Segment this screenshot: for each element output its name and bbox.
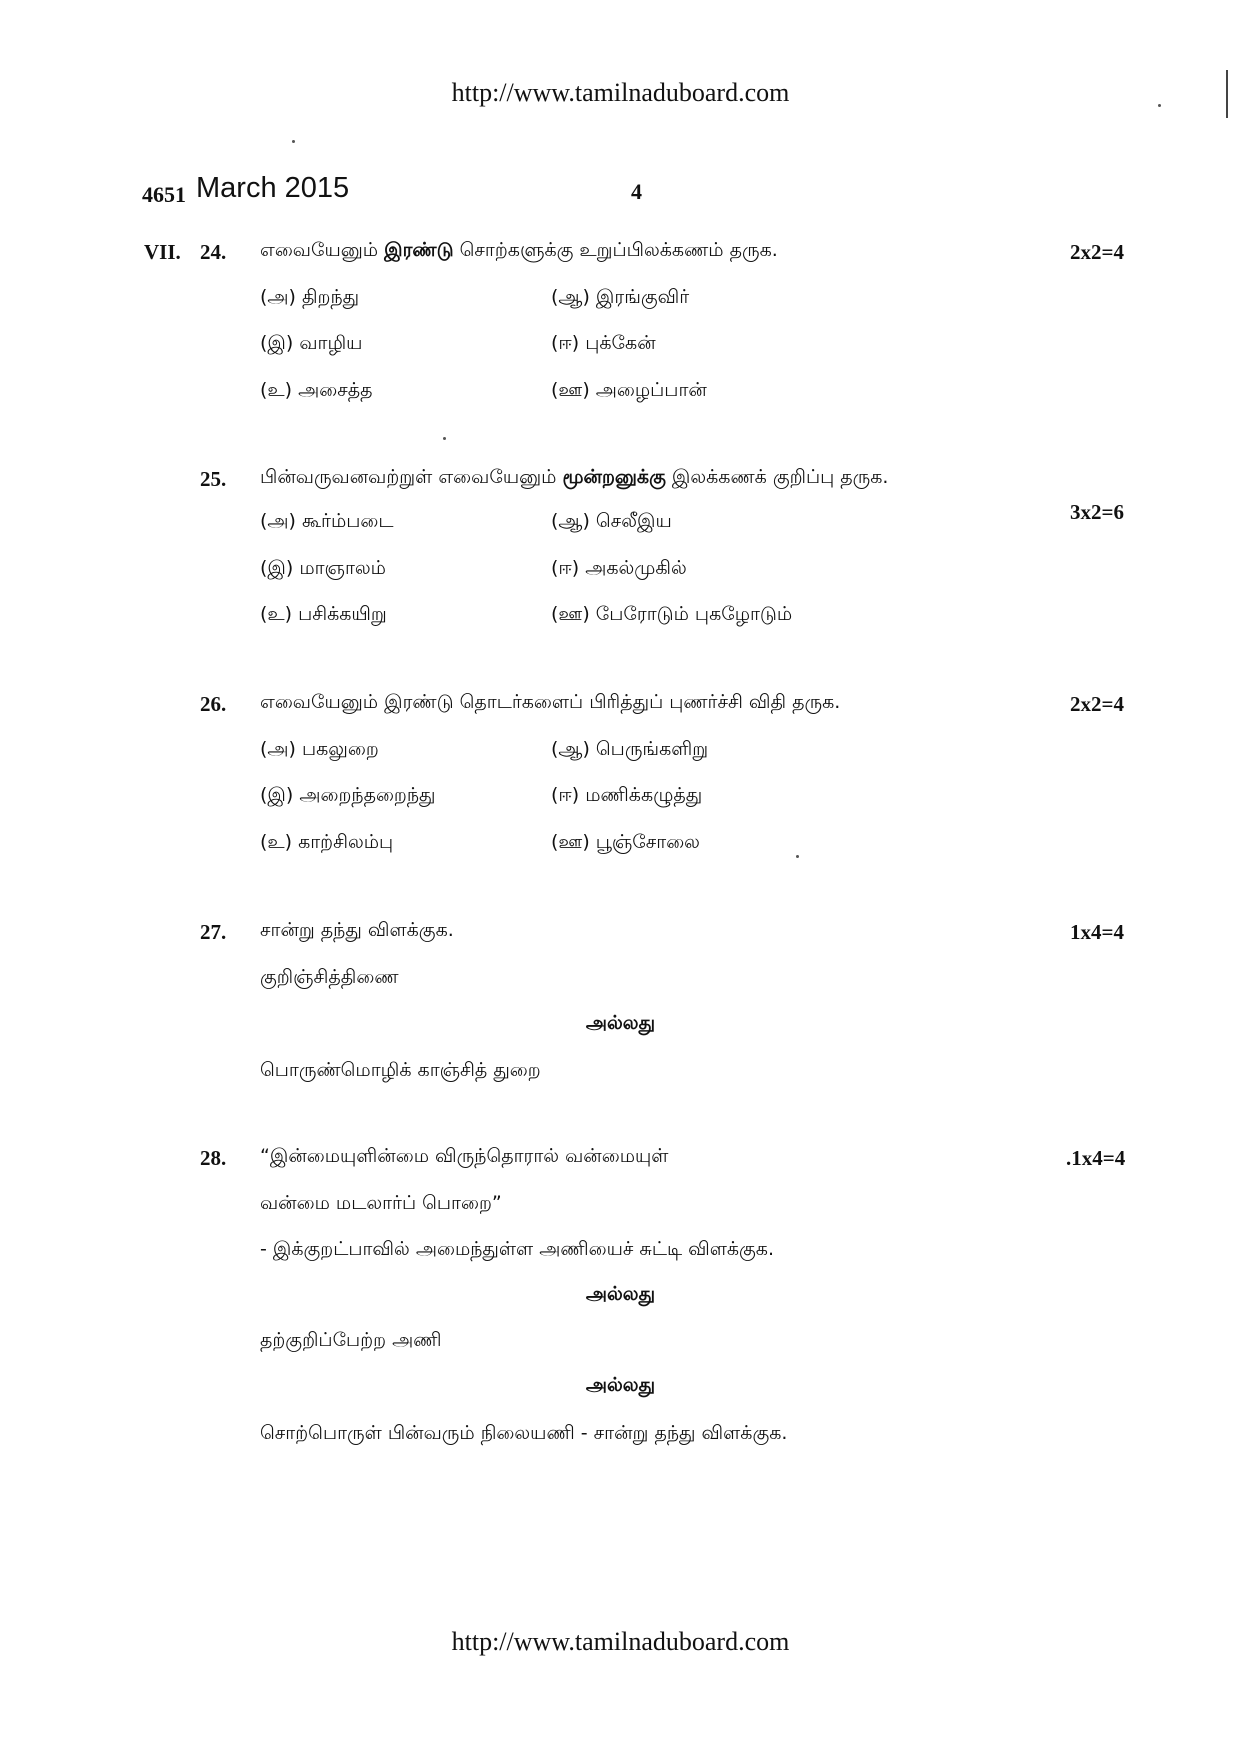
footer-url: http://www.tamilnaduboard.com [451, 1627, 790, 1656]
option-item: (அ) திறந்து [260, 286, 360, 308]
paper-code: 4651 [142, 182, 186, 207]
question-marks: 2x2=4 [1070, 692, 1124, 716]
question-text-emphasis: இரண்டு [384, 239, 454, 261]
option-item: (இ) வாழிய [260, 332, 363, 354]
answer-option: தற்குறிப்பேற்ற அணி [260, 1329, 442, 1351]
exam-month-year: March 2015 [196, 172, 350, 204]
question-text: சான்று தந்து விளக்குக. [260, 919, 454, 941]
question-marks: 2x2=4 [1070, 240, 1124, 264]
option-item: (ஊ) அழைப்பான் [551, 379, 707, 401]
option-item: (ஈ) மணிக்கழுத்து [551, 784, 703, 806]
option-item: (உ) அசைத்த [260, 379, 373, 401]
scan-speck [443, 437, 446, 440]
option-item: (இ) மாஞாலம் [260, 557, 386, 579]
question-marks: 1x4=4 [1070, 920, 1124, 944]
answer-option: குறிஞ்சித்திணை [260, 966, 399, 988]
question-text-part: பின்வருவனவற்றுள் எவையேனும் [260, 466, 563, 488]
question-text: எவையேனும் இரண்டு தொடர்களைப் பிரித்துப் புணர்ச்சி விதி தருக. [260, 691, 841, 713]
quote-line: வன்மை மடலார்ப் பொறை” [260, 1192, 502, 1214]
option-item: (இ) அறைந்தறைந்து [260, 784, 436, 806]
or-divider: அல்லது [585, 1012, 656, 1034]
page-number: 4 [631, 179, 642, 204]
question-text [260, 239, 778, 264]
question-marks: .1x4=4 [1066, 1146, 1126, 1170]
scan-speck [292, 140, 295, 143]
option-item: (ஆ) இரங்குவிர் [551, 286, 690, 308]
option-item: (ஆ) செலீஇய [551, 510, 672, 532]
question-number: 26. [200, 692, 227, 716]
header-url: http://www.tamilnaduboard.com [451, 78, 790, 107]
option-item: (உ) காற்சிலம்பு [260, 831, 394, 853]
or-divider: அல்லது [585, 1374, 656, 1396]
question-number: 24. [200, 240, 227, 264]
question-number: 27. [200, 920, 227, 944]
section-number: VII. [144, 240, 181, 264]
question-text [260, 466, 888, 491]
question-text-emphasis: மூன்றனுக்கு [562, 466, 666, 488]
option-item: (ஊ) பூஞ்சோலை [551, 831, 700, 853]
scan-speck [796, 855, 799, 858]
question-number: 28. [200, 1146, 227, 1170]
answer-option: பொருண்மொழிக் காஞ்சித் துறை [260, 1059, 541, 1081]
option-item: (அ) கூர்ம்படை [260, 510, 394, 532]
question-number: 25. [200, 467, 227, 491]
question-marks: 3x2=6 [1070, 500, 1124, 524]
question-text-part: சொற்களுக்கு உறுப்பிலக்கணம் தருக. [453, 239, 778, 261]
option-item: (ஆ) பெருங்களிறு [551, 738, 709, 760]
or-divider: அல்லது [585, 1283, 656, 1305]
question-text-part: எவையேனும் [260, 239, 385, 261]
question-instruction: - இக்குறட்பாவில் அமைந்துள்ள அணியைச் சுட்டி விளக்குக. [260, 1238, 774, 1260]
option-item: (உ) பசிக்கயிறு [260, 603, 387, 625]
option-item: (ஊ) பேரோடும் புகழோடும் [551, 603, 793, 625]
option-item: (ஈ) புக்கேன் [551, 332, 656, 354]
answer-option: சொற்பொருள் பின்வரும் நிலையணி - சான்று தந்து விளக்குக. [260, 1422, 788, 1444]
option-item: (ஈ) அகல்முகில் [551, 557, 687, 579]
question-text-part: இலக்கணக் குறிப்பு தருக. [665, 466, 889, 488]
option-item: (அ) பகலுறை [260, 738, 379, 760]
quote-line: “இன்மையுளின்மை விருந்தொரால் வன்மையுள் [260, 1145, 669, 1167]
